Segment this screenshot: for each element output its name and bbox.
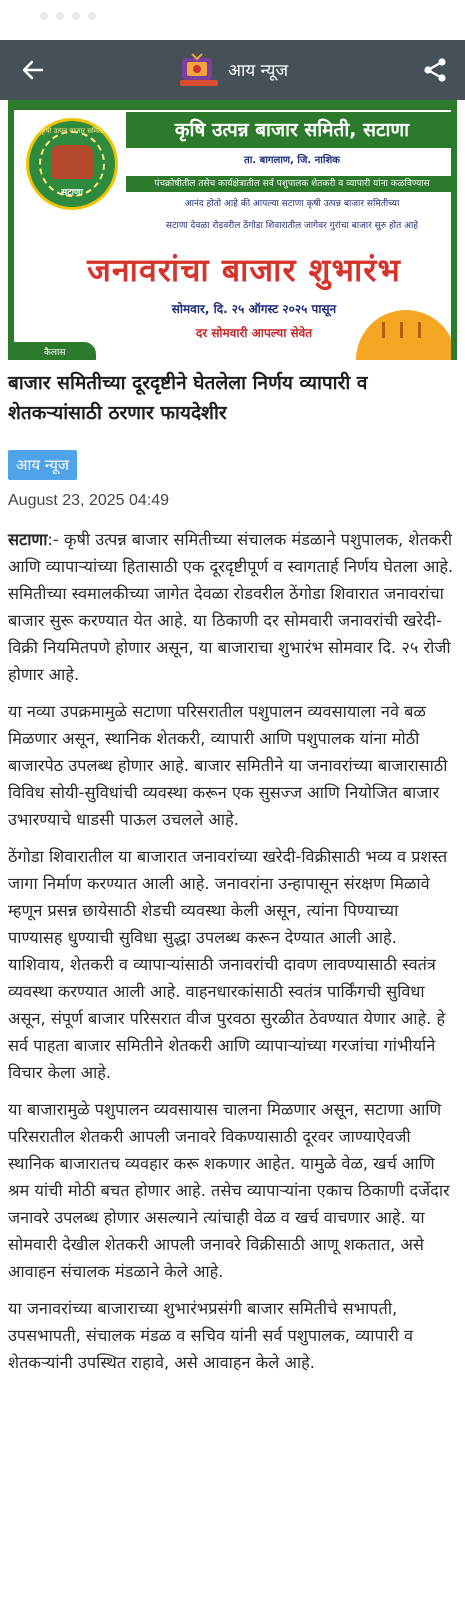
app-bar	[0, 40, 465, 100]
banner-tag: कैलास	[14, 342, 96, 360]
category-badge[interactable]: आय न्यूज	[8, 450, 77, 480]
banner-weekly-line: दर सोमवारी आपल्या सेवेत	[195, 326, 313, 340]
committee-seal-logo	[26, 118, 118, 210]
paragraph-1-text: :- कृषी उत्पन्न बाजार समितीच्या संचालक मंडळाने पशुपालक, शेतकरी आणि व्यापाऱ्यांच्या हितासाठी एक दूरदृष्टीपूर्ण व स्वागतार्ह निर्णय घेतला आहे. समितीच्या स्वमालकीच्या जागेत देवळा रोडवरील ठेंगोडा शिवारात जनावरांचा बाजार सुरू करण्यात येत आहे. या ठिकाणी दर सोमवारी जनावरांची खरेदी-विक्री नियमितपणे होणार असून, या बाजाराचा शुभारंभ सोमवार दि. २५ रोजी होणार आहे.	[8, 530, 454, 684]
article-paragraph-4: या बाजारामुळे पशुपालन व्यवसायास चालना मिळणार असून, सटाणा आणि परिसरातील शेतकरी आपली जनावरे विकण्यासाठी दूरवर जाण्याऐवजी स्थानिक बाजारातच व्यवहार करू शकणार आहेत. यामुळे वेळ, खर्च आणि श्रम यांची मोठी बचत होणार आहे. तसेच व्यापाऱ्यांना एकाच ठिकाणी दर्जेदार जनावरे उपलब्ध होणार असल्याने त्यांचाही वेळ व खर्च वाचणार आहे. या सोमवारी देखील शेतकरी आपली जनावरे विक्रीसाठी आणू शकतात, असे आवाहन संचालक मंडळाने केले आहे.	[8, 1100, 450, 1281]
seal-label: सटाणा	[61, 188, 83, 198]
share-button[interactable]	[420, 55, 450, 85]
banner-line-2: आनंद होतो आहे की आपल्या सटाणा कृषी उत्पन्न बाजार समितीच्या	[184, 199, 400, 209]
banner-subtitle: ता. बागलाण, जि. नाशिक	[244, 155, 340, 166]
article-paragraph-2: या नव्या उपक्रमामुळे सटाणा परिसरातील पशुपालन व्यवसायाला नवे बळ मिळणार असून, स्थानिक शेतकरी, व्यापारी आणि पशुपालक यांना मोठी बाजारपेठ उपलब्ध होणार आहे. बाजार समितीने या जनावरांच्या बाजारासाठी विविध सोयी-सुविधांची व्यवस्था करून एक सुसज्ज आणि नियोजित बाजार उभारण्याचे धाडसी पाऊल उचलले आहे.	[8, 702, 448, 829]
article-body	[8, 526, 458, 1386]
status-icons	[40, 12, 96, 20]
article-headline: बाजार समितीच्या दूरदृष्टीने घेतलेला निर्णय व्यापारी व शेतकऱ्यांसाठी ठरणार फायदेशीर	[8, 372, 368, 424]
arrow-left-icon	[18, 55, 48, 85]
back-button[interactable]	[18, 55, 48, 85]
dateline-place: सटाणा	[8, 530, 48, 549]
banner-headline: जनावरांचा बाजार शुभारंभ	[87, 251, 401, 289]
banner-title: कृषि उत्पन्न बाजार समिती, सटाणा	[126, 112, 457, 148]
article-paragraph-5: या जनावरांच्या बाजाराच्या शुभारंभप्रसंगी बाजार समितीचे सभापती, उपसभापती, संचालक मंडळ व सचिव यांनी सर्व पशुपालक, व्यापारी व शेतकऱ्यांनी उपस्थित राहावे, असे आवाहन केले आहे.	[8, 1299, 414, 1372]
seal-text: कृषी उत्पन्न बाजार समिती	[40, 127, 104, 135]
banner-date-line: सोमवार, दि. २५ ऑगस्ट २०२५ पासून	[171, 302, 337, 316]
article-timestamp: August 23, 2025 04:49	[8, 492, 170, 509]
app-title: आय न्यूज	[228, 61, 289, 81]
share-icon	[420, 55, 450, 85]
article-paragraph-3: ठेंगोडा शिवारातील या बाजारात जनावरांच्या खरेदी-विक्रीसाठी भव्य व प्रशस्त जागा निर्माण करण्यात आली आहे. जनावरांना उन्हापासून संरक्षण मिळावे म्हणून प्रसन्न छायेसाठी शेडची व्यवस्था केली असून, त्यांना पिण्याच्या पाण्यासह धुण्याची सुविधा सुद्धा उपलब्ध करून देण्यात आली आहे. याशिवाय, शेतकरी व व्यापाऱ्यांसाठी जनावरांची दावण लावण्यासाठी स्वतंत्र व्यवस्था करण्यात आली आहे. वाहनधारकांसाठी स्वतंत्र पार्किंगची सुविधा असून, संपूर्ण बाजार परिसरात वीज पुरवठा सुरळीत ठेवण्यात येणार आहे. हे सर्व पाहता बाजार समितीने शेतकरी आणि व्यापाऱ्यांच्या गरजांचा गांभीर्याने विचार केला आहे.	[8, 847, 448, 1082]
article-paragraph-1	[8, 526, 458, 688]
article-banner-image	[8, 100, 457, 360]
app-logo-icon	[178, 50, 222, 90]
banner-line-1: पंचक्रोषीतील तसेच कार्यक्षेत्रातील सर्व पशुपालक शेतकरी व व्यापारी यांना कळविण्यास	[126, 176, 457, 192]
status-bar	[0, 0, 465, 40]
banner-line-3: सटाणा देवळा रोडवरील ठेंगोडा शिवारातील जागेवर गुरांचा बाजार सुरु होत आहे	[165, 221, 419, 231]
